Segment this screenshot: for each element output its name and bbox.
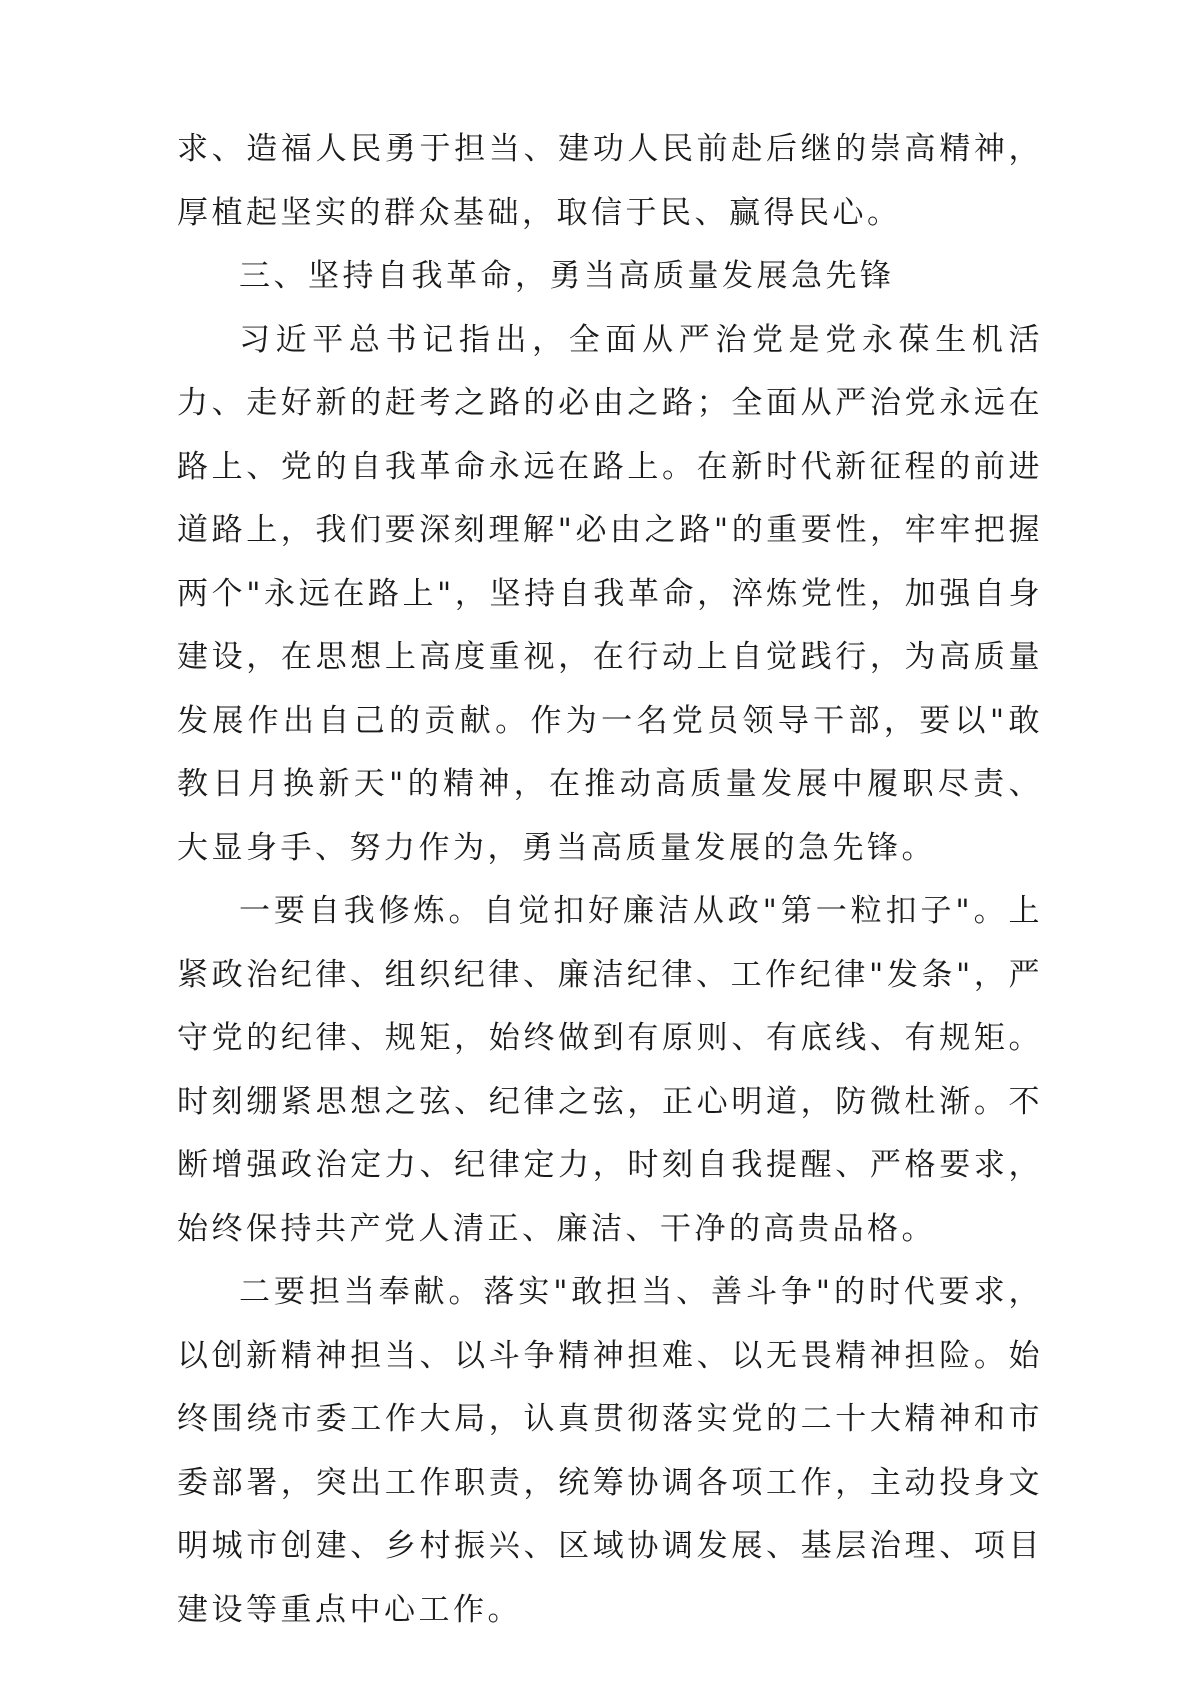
paragraph-continued: 求、造福人民勇于担当、建功人民前赴后继的崇高精神，厚植起坚实的群众基础，取信于民、赢得民心。: [177, 131, 1043, 231]
section-heading: 三、坚持自我革命，勇当高质量发展急先锋: [239, 258, 895, 294]
paragraph-responsibility: 二要担当奉献。落实"敢担当、善斗争"的时代要求，以创新精神担当、以斗争精神担难、以无畏精神担险。始终围绕市委工作大局，认真贯彻落实党的二十大精神和市委部署，突出工作职责，统筹协调各项工作，主动投身文明城市创建、乡村振兴、区域协调发展、基层治理、项目建设等重点中心工作。: [177, 1274, 1043, 1628]
paragraph-self-revolution: 习近平总书记指出，全面从严治党是党永葆生机活力、走好新的赶考之路的必由之路；全面从严治党永远在路上、党的自我革命永远在路上。在新时代新征程的前进道路上，我们要深刻理解"必由之路"的重要性，牢牢把握两个"永远在路上"，坚持自我革命，淬炼党性，加强自身建设，在思想上高度重视，在行动上自觉践行，为高质量发展作出自己的贡献。作为一名党员领导干部，要以"敢教日月换新天"的精神，在推动高质量发展中履职尽责、大显身手、努力作为，勇当高质量发展的急先锋。: [177, 321, 1043, 866]
paragraph-self-cultivation: 一要自我修炼。自觉扣好廉洁从政"第一粒扣子"。上紧政治纪律、组织纪律、廉洁纪律、工作纪律"发条"，严守党的纪律、规矩，始终做到有原则、有底线、有规矩。时刻绷紧思想之弦、纪律之弦，正心明道，防微杜渐。不断增强政治定力、纪律定力，时刻自我提醒、严格要求，始终保持共产党人清正、廉洁、干净的高贵品格。: [177, 893, 1043, 1247]
document-body: [177, 118, 1043, 1642]
